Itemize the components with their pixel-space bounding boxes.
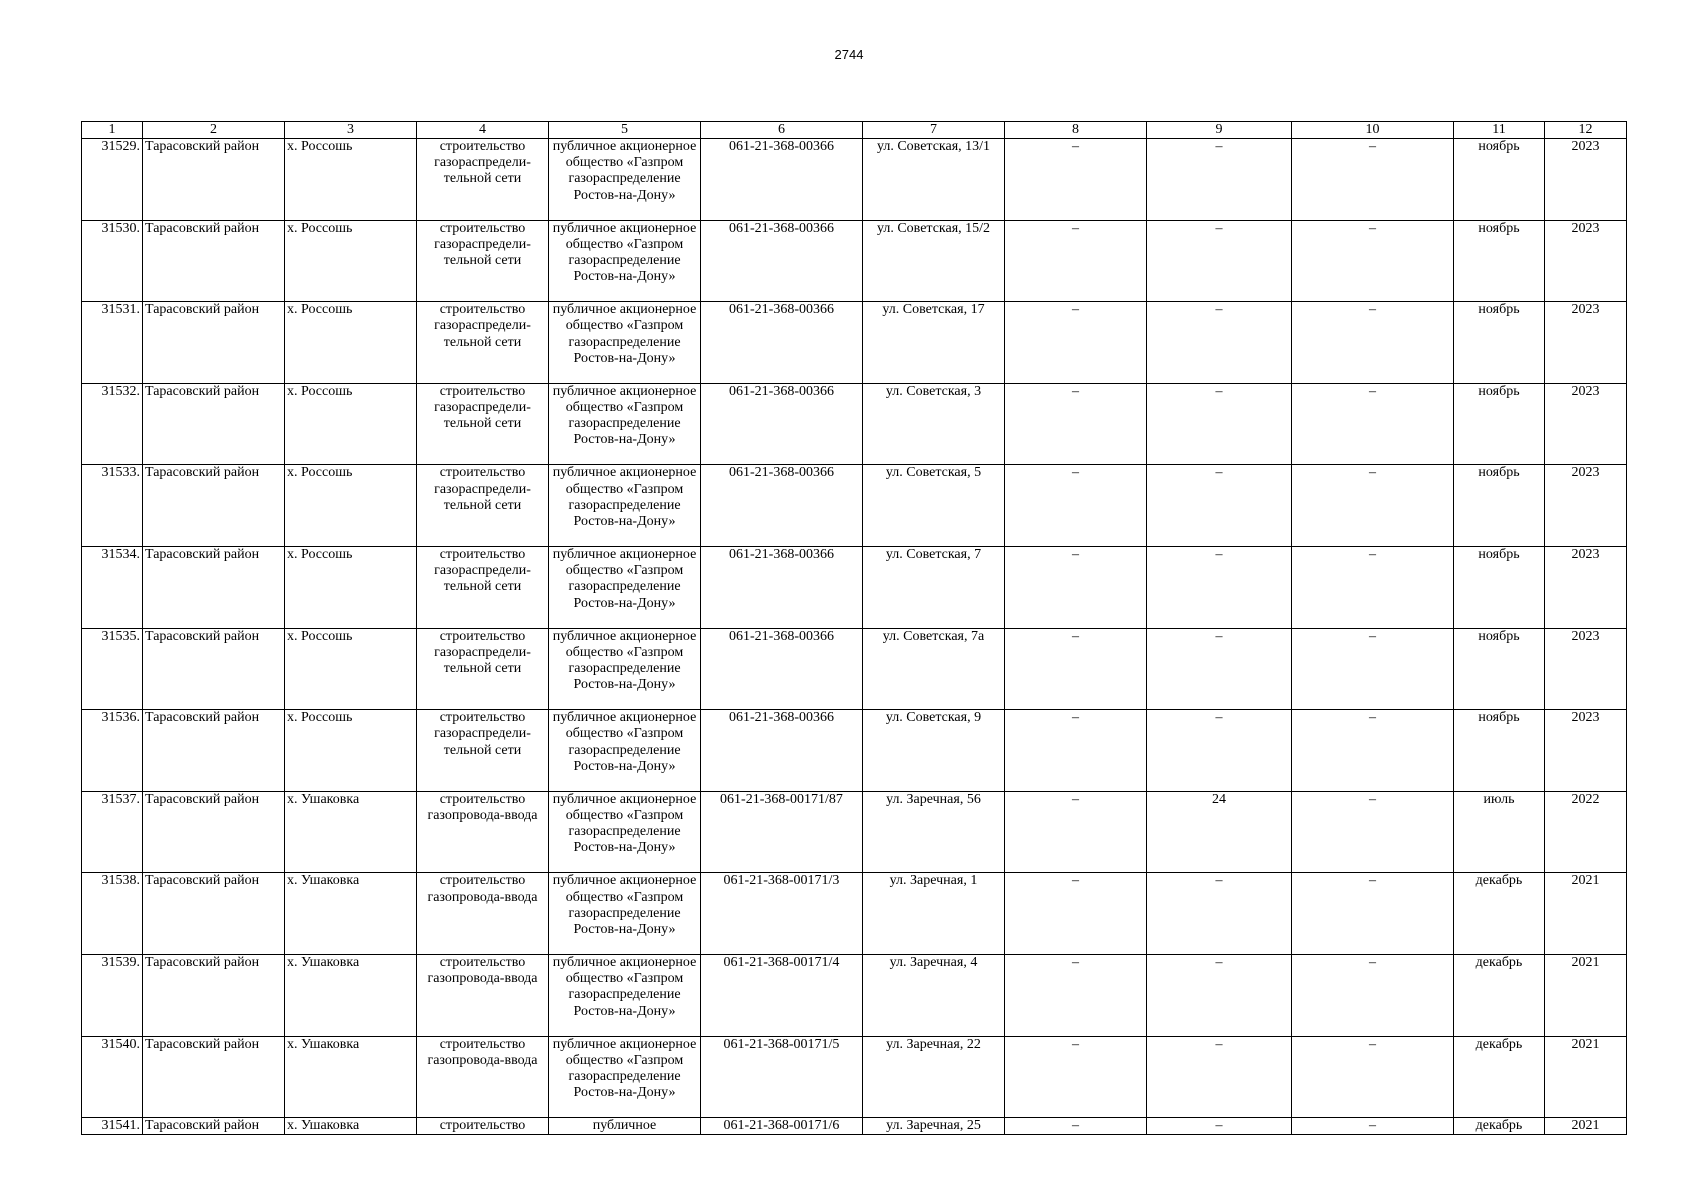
column-header-1: 1	[82, 122, 143, 139]
column-header-9: 9	[1147, 122, 1292, 139]
cell-col-11: ноябрь	[1454, 546, 1545, 628]
table-row	[82, 546, 1627, 628]
cell-col-5: публичное акционерное общество «Газпром газораспределение Ростов-на-Дону»	[549, 383, 701, 465]
cell-col-6: 061-21-368-00171/6	[701, 1118, 863, 1135]
cell-col-7: ул. Советская, 9	[863, 710, 1005, 792]
cell-col-5: публичное акционерное общество «Газпром газораспределение Ростов-на-Дону»	[549, 710, 701, 792]
table-row	[82, 383, 1627, 465]
cell-col-7: ул. Советская, 15/2	[863, 220, 1005, 302]
cell-col-1: 31531.	[82, 302, 143, 384]
cell-col-7: ул. Заречная, 25	[863, 1118, 1005, 1135]
cell-col-7: ул. Советская, 13/1	[863, 139, 1005, 221]
cell-col-5: публичное акционерное общество «Газпром газораспределение Ростов-на-Дону»	[549, 302, 701, 384]
cell-col-4: строительство газопровода-ввода	[417, 791, 549, 873]
cell-col-8: –	[1005, 465, 1147, 547]
cell-col-5: публичное акционерное общество «Газпром газораспределение Ростов-на-Дону»	[549, 465, 701, 547]
cell-col-1: 31529.	[82, 139, 143, 221]
cell-col-3: х. Россошь	[285, 628, 417, 710]
cell-col-8: –	[1005, 954, 1147, 1036]
cell-col-6: 061-21-368-00366	[701, 302, 863, 384]
table-row	[82, 1036, 1627, 1118]
table-body	[82, 139, 1627, 1135]
cell-col-12: 2022	[1545, 791, 1627, 873]
cell-col-12: 2021	[1545, 1118, 1627, 1135]
cell-col-5: публичное акционерное общество «Газпром газораспределение Ростов-на-Дону»	[549, 628, 701, 710]
cell-col-6: 061-21-368-00366	[701, 139, 863, 221]
table-row	[82, 465, 1627, 547]
cell-col-7: ул. Советская, 3	[863, 383, 1005, 465]
cell-col-10: –	[1292, 465, 1454, 547]
cell-col-12: 2023	[1545, 302, 1627, 384]
cell-col-4: строительство газораспредели-тельной сети	[417, 139, 549, 221]
cell-col-2: Тарасовский район	[143, 383, 285, 465]
cell-col-2: Тарасовский район	[143, 139, 285, 221]
cell-col-2: Тарасовский район	[143, 873, 285, 955]
cell-col-5: публичное	[549, 1118, 701, 1135]
cell-col-10: –	[1292, 954, 1454, 1036]
table-row	[82, 302, 1627, 384]
cell-col-1: 31537.	[82, 791, 143, 873]
table-row	[82, 220, 1627, 302]
column-header-4: 4	[417, 122, 549, 139]
cell-col-9: 24	[1147, 791, 1292, 873]
cell-col-3: х. Ушаковка	[285, 954, 417, 1036]
cell-col-11: декабрь	[1454, 954, 1545, 1036]
cell-col-2: Тарасовский район	[143, 628, 285, 710]
cell-col-3: х. Ушаковка	[285, 873, 417, 955]
cell-col-11: ноябрь	[1454, 383, 1545, 465]
cell-col-2: Тарасовский район	[143, 546, 285, 628]
cell-col-11: ноябрь	[1454, 628, 1545, 710]
cell-col-1: 31534.	[82, 546, 143, 628]
cell-col-6: 061-21-368-00171/4	[701, 954, 863, 1036]
cell-col-10: –	[1292, 139, 1454, 221]
table-header	[82, 122, 1627, 139]
cell-col-9: –	[1147, 220, 1292, 302]
cell-col-1: 31535.	[82, 628, 143, 710]
cell-col-11: ноябрь	[1454, 139, 1545, 221]
cell-col-12: 2023	[1545, 546, 1627, 628]
table-row	[82, 1118, 1627, 1135]
cell-col-7: ул. Советская, 7	[863, 546, 1005, 628]
cell-col-8: –	[1005, 220, 1147, 302]
cell-col-12: 2023	[1545, 220, 1627, 302]
cell-col-3: х. Ушаковка	[285, 791, 417, 873]
table-row	[82, 954, 1627, 1036]
cell-col-11: ноябрь	[1454, 465, 1545, 547]
cell-col-8: –	[1005, 710, 1147, 792]
cell-col-10: –	[1292, 302, 1454, 384]
cell-col-12: 2021	[1545, 873, 1627, 955]
cell-col-4: строительство газопровода-ввода	[417, 1036, 549, 1118]
cell-col-7: ул. Советская, 7а	[863, 628, 1005, 710]
cell-col-4: строительство газопровода-ввода	[417, 873, 549, 955]
cell-col-11: июль	[1454, 791, 1545, 873]
cell-col-11: ноябрь	[1454, 220, 1545, 302]
cell-col-3: х. Россошь	[285, 383, 417, 465]
cell-col-6: 061-21-368-00366	[701, 465, 863, 547]
cell-col-5: публичное акционерное общество «Газпром газораспределение Ростов-на-Дону»	[549, 546, 701, 628]
registry-table	[81, 121, 1627, 1135]
cell-col-2: Тарасовский район	[143, 954, 285, 1036]
cell-col-5: публичное акционерное общество «Газпром газораспределение Ростов-на-Дону»	[549, 1036, 701, 1118]
cell-col-1: 31536.	[82, 710, 143, 792]
column-header-5: 5	[549, 122, 701, 139]
cell-col-6: 061-21-368-00171/5	[701, 1036, 863, 1118]
column-header-12: 12	[1545, 122, 1627, 139]
cell-col-1: 31539.	[82, 954, 143, 1036]
cell-col-7: ул. Заречная, 56	[863, 791, 1005, 873]
table-row	[82, 628, 1627, 710]
column-header-6: 6	[701, 122, 863, 139]
cell-col-9: –	[1147, 465, 1292, 547]
cell-col-3: х. Россошь	[285, 220, 417, 302]
cell-col-3: х. Россошь	[285, 465, 417, 547]
cell-col-12: 2023	[1545, 139, 1627, 221]
cell-col-3: х. Россошь	[285, 546, 417, 628]
cell-col-3: х. Россошь	[285, 710, 417, 792]
cell-col-2: Тарасовский район	[143, 1118, 285, 1135]
column-header-2: 2	[143, 122, 285, 139]
cell-col-9: –	[1147, 873, 1292, 955]
cell-col-7: ул. Заречная, 22	[863, 1036, 1005, 1118]
cell-col-9: –	[1147, 302, 1292, 384]
column-header-7: 7	[863, 122, 1005, 139]
table-row	[82, 791, 1627, 873]
cell-col-7: ул. Заречная, 4	[863, 954, 1005, 1036]
cell-col-1: 31538.	[82, 873, 143, 955]
cell-col-10: –	[1292, 628, 1454, 710]
cell-col-10: –	[1292, 546, 1454, 628]
cell-col-11: ноябрь	[1454, 302, 1545, 384]
cell-col-3: х. Ушаковка	[285, 1118, 417, 1135]
table-row	[82, 139, 1627, 221]
cell-col-6: 061-21-368-00171/3	[701, 873, 863, 955]
cell-col-6: 061-21-368-00171/87	[701, 791, 863, 873]
column-header-10: 10	[1292, 122, 1454, 139]
cell-col-6: 061-21-368-00366	[701, 546, 863, 628]
cell-col-9: –	[1147, 628, 1292, 710]
cell-col-7: ул. Советская, 5	[863, 465, 1005, 547]
column-header-3: 3	[285, 122, 417, 139]
cell-col-11: декабрь	[1454, 1118, 1545, 1135]
cell-col-3: х. Россошь	[285, 302, 417, 384]
cell-col-2: Тарасовский район	[143, 791, 285, 873]
cell-col-8: –	[1005, 628, 1147, 710]
cell-col-4: строительство газораспредели-тельной сети	[417, 710, 549, 792]
cell-col-11: декабрь	[1454, 873, 1545, 955]
cell-col-5: публичное акционерное общество «Газпром газораспределение Ростов-на-Дону»	[549, 139, 701, 221]
cell-col-8: –	[1005, 139, 1147, 221]
cell-col-9: –	[1147, 139, 1292, 221]
cell-col-6: 061-21-368-00366	[701, 710, 863, 792]
cell-col-5: публичное акционерное общество «Газпром газораспределение Ростов-на-Дону»	[549, 873, 701, 955]
cell-col-5: публичное акционерное общество «Газпром газораспределение Ростов-на-Дону»	[549, 954, 701, 1036]
cell-col-10: –	[1292, 1118, 1454, 1135]
cell-col-6: 061-21-368-00366	[701, 383, 863, 465]
cell-col-10: –	[1292, 791, 1454, 873]
cell-col-2: Тарасовский район	[143, 710, 285, 792]
cell-col-7: ул. Заречная, 1	[863, 873, 1005, 955]
cell-col-12: 2021	[1545, 1036, 1627, 1118]
cell-col-11: ноябрь	[1454, 710, 1545, 792]
cell-col-3: х. Россошь	[285, 139, 417, 221]
cell-col-1: 31533.	[82, 465, 143, 547]
cell-col-6: 061-21-368-00366	[701, 220, 863, 302]
column-header-11: 11	[1454, 122, 1545, 139]
cell-col-11: декабрь	[1454, 1036, 1545, 1118]
cell-col-8: –	[1005, 546, 1147, 628]
cell-col-4: строительство газораспредели-тельной сети	[417, 546, 549, 628]
cell-col-1: 31532.	[82, 383, 143, 465]
cell-col-4: строительство газопровода-ввода	[417, 954, 549, 1036]
cell-col-2: Тарасовский район	[143, 465, 285, 547]
cell-col-5: публичное акционерное общество «Газпром газораспределение Ростов-на-Дону»	[549, 220, 701, 302]
cell-col-7: ул. Советская, 17	[863, 302, 1005, 384]
cell-col-4: строительство газораспредели-тельной сети	[417, 465, 549, 547]
cell-col-5: публичное акционерное общество «Газпром газораспределение Ростов-на-Дону»	[549, 791, 701, 873]
cell-col-12: 2023	[1545, 710, 1627, 792]
cell-col-12: 2023	[1545, 383, 1627, 465]
cell-col-1: 31530.	[82, 220, 143, 302]
cell-col-10: –	[1292, 1036, 1454, 1118]
cell-col-9: –	[1147, 383, 1292, 465]
cell-col-4: строительство газораспредели-тельной сети	[417, 220, 549, 302]
cell-col-4: строительство	[417, 1118, 549, 1135]
table-row	[82, 710, 1627, 792]
cell-col-8: –	[1005, 383, 1147, 465]
cell-col-12: 2023	[1545, 628, 1627, 710]
cell-col-2: Тарасовский район	[143, 302, 285, 384]
cell-col-4: строительство газораспредели-тельной сети	[417, 628, 549, 710]
cell-col-6: 061-21-368-00366	[701, 628, 863, 710]
cell-col-10: –	[1292, 873, 1454, 955]
cell-col-10: –	[1292, 710, 1454, 792]
cell-col-2: Тарасовский район	[143, 1036, 285, 1118]
cell-col-8: –	[1005, 791, 1147, 873]
cell-col-2: Тарасовский район	[143, 220, 285, 302]
cell-col-1: 31540.	[82, 1036, 143, 1118]
cell-col-10: –	[1292, 383, 1454, 465]
cell-col-8: –	[1005, 1118, 1147, 1135]
cell-col-9: –	[1147, 710, 1292, 792]
cell-col-12: 2021	[1545, 954, 1627, 1036]
cell-col-1: 31541.	[82, 1118, 143, 1135]
table-row	[82, 873, 1627, 955]
header-row	[82, 122, 1627, 139]
cell-col-9: –	[1147, 1118, 1292, 1135]
cell-col-8: –	[1005, 302, 1147, 384]
cell-col-10: –	[1292, 220, 1454, 302]
cell-col-8: –	[1005, 873, 1147, 955]
page-number: 2744	[834, 47, 864, 62]
cell-col-3: х. Ушаковка	[285, 1036, 417, 1118]
column-header-8: 8	[1005, 122, 1147, 139]
cell-col-12: 2023	[1545, 465, 1627, 547]
cell-col-9: –	[1147, 954, 1292, 1036]
cell-col-4: строительство газораспредели-тельной сети	[417, 302, 549, 384]
cell-col-4: строительство газораспредели-тельной сети	[417, 383, 549, 465]
cell-col-9: –	[1147, 546, 1292, 628]
cell-col-9: –	[1147, 1036, 1292, 1118]
cell-col-8: –	[1005, 1036, 1147, 1118]
